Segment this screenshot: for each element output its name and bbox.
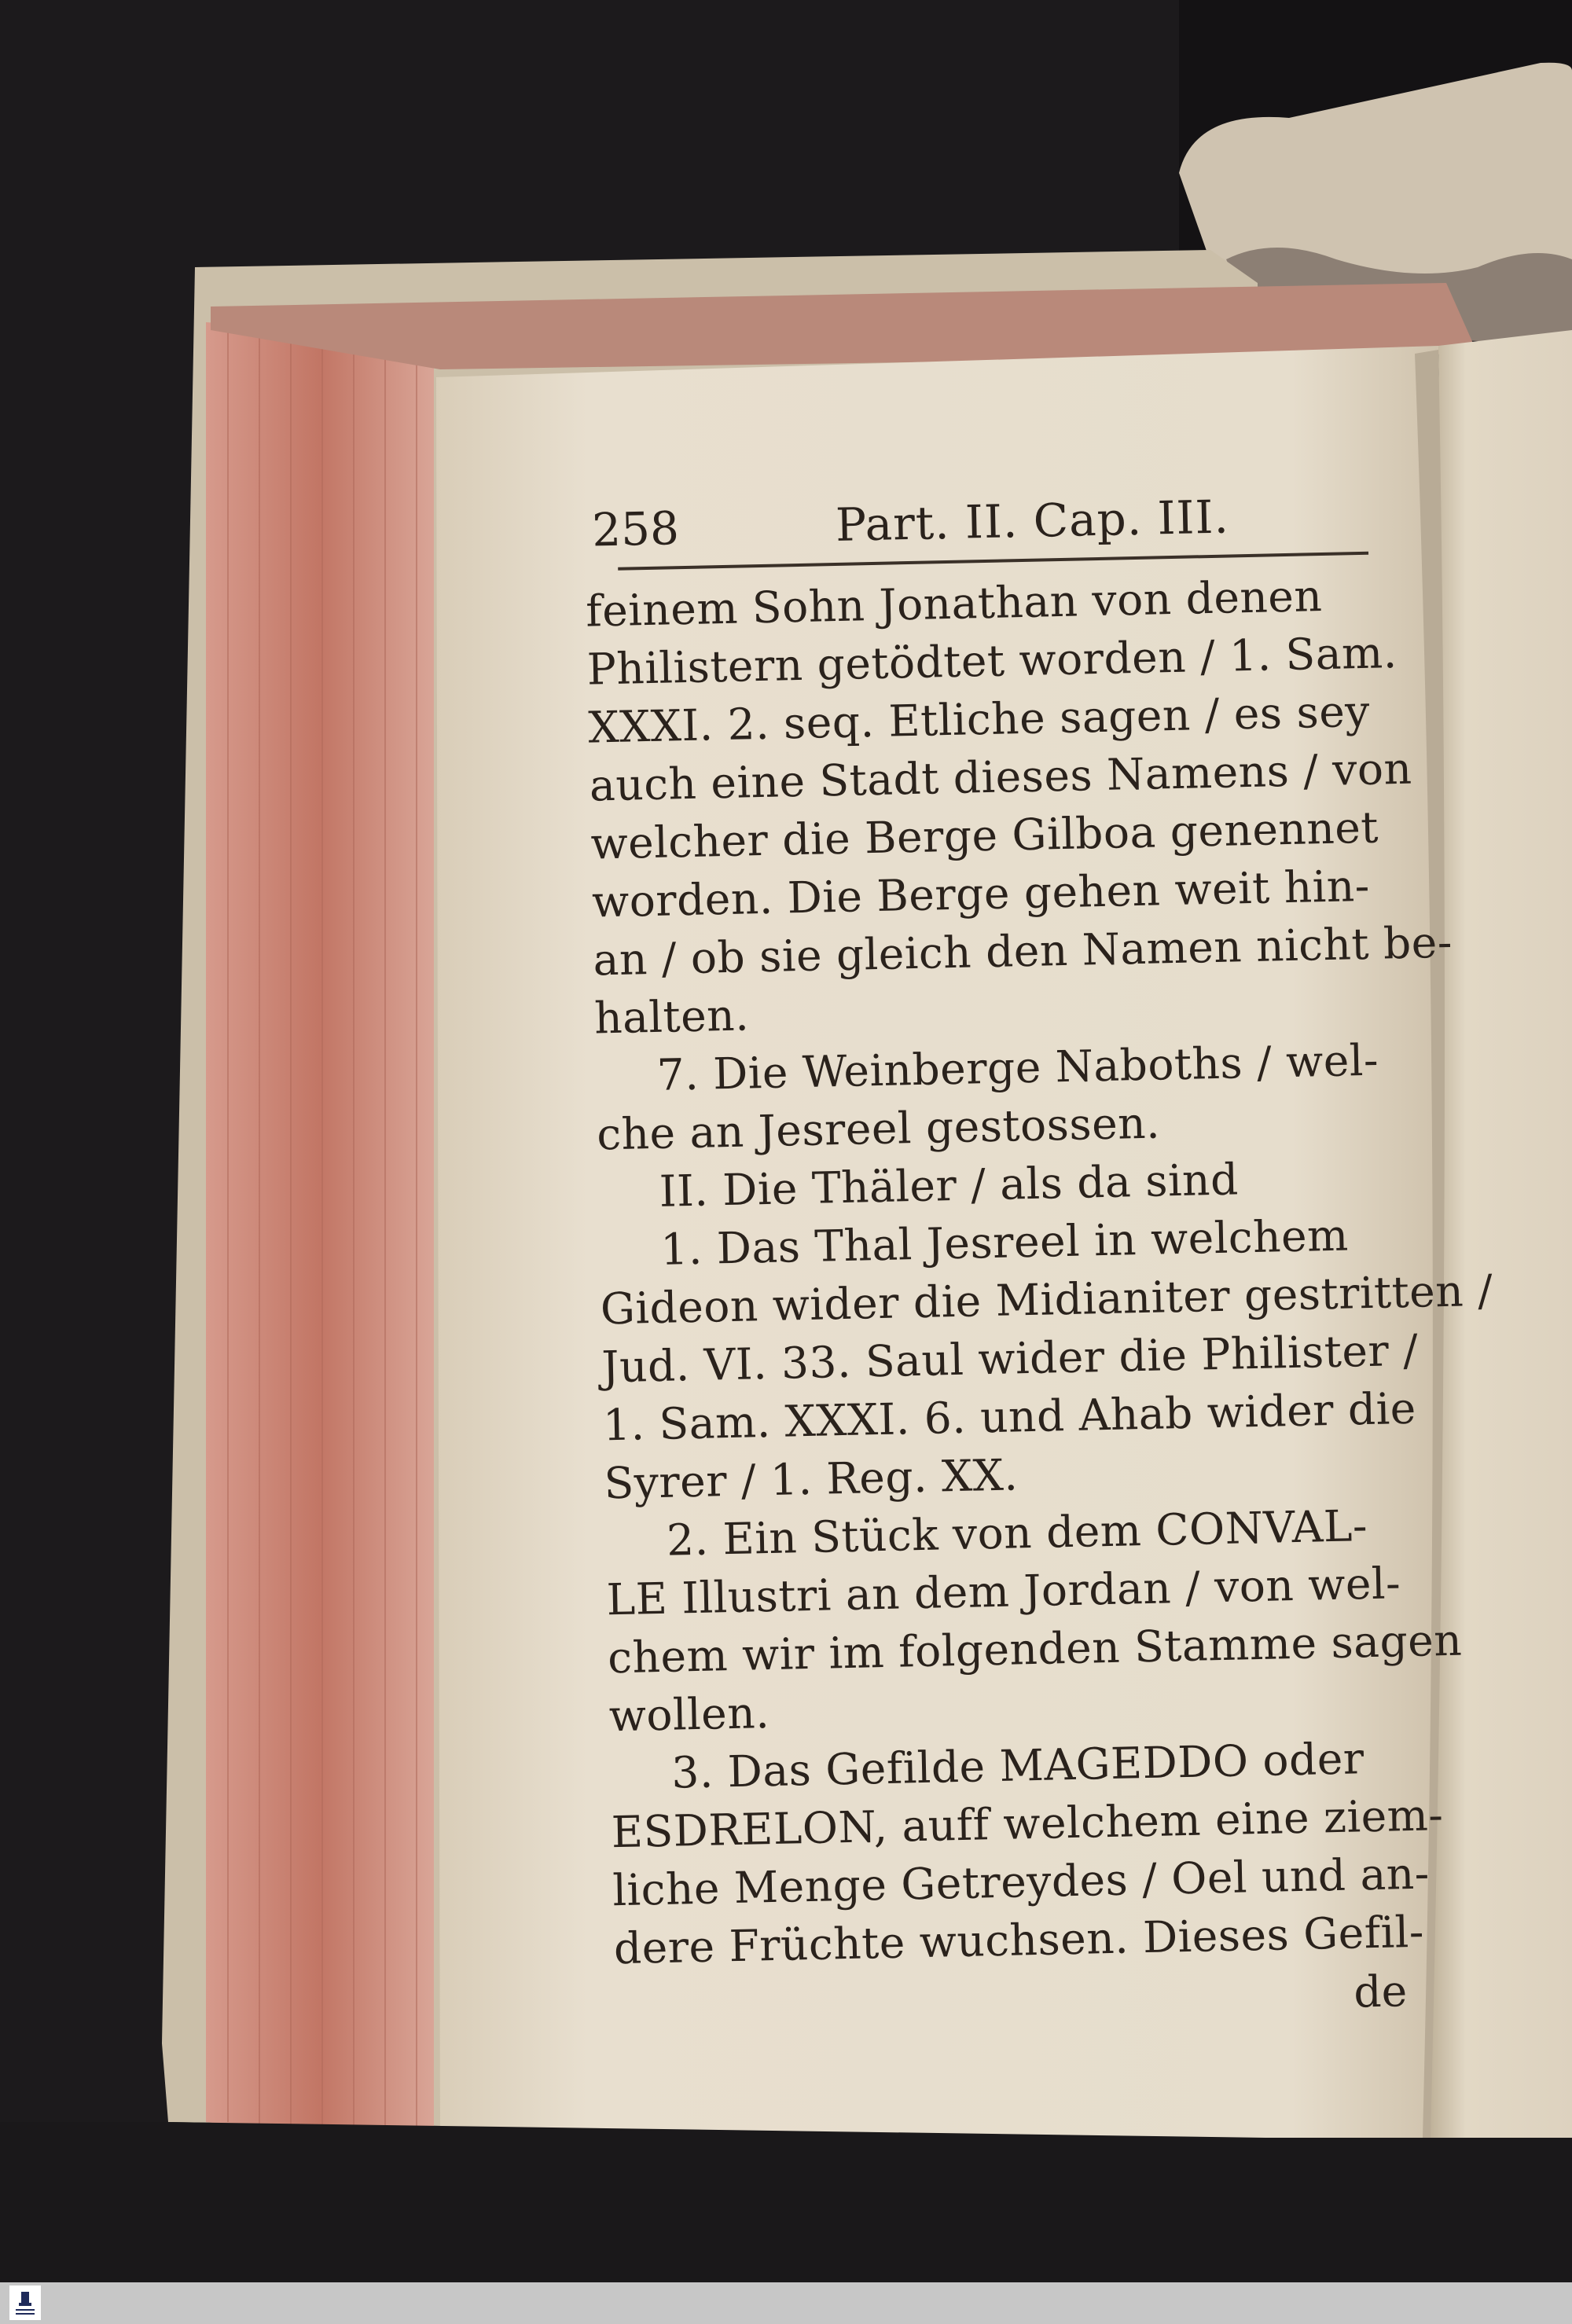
catchword: de xyxy=(1353,1966,1408,2017)
text-line: 1. Das Thal Jesreel in welchem xyxy=(659,1210,1350,1275)
viewer-footer-bar xyxy=(0,2282,1572,2324)
text-line: dere Früchte wuchsen. Dieses Gefil- xyxy=(613,1906,1425,1974)
text-line: 1. Sam. XXXI. 6. und Ahab wider die xyxy=(602,1382,1417,1451)
text-line: worden. Die Berge gehen weit hin- xyxy=(591,860,1371,927)
text-line: feinem Sohn Jonathan von denen xyxy=(585,571,1323,637)
text-line: 3. Das Gefilde MAGEDDO oder xyxy=(670,1733,1365,1798)
library-logo-icon xyxy=(9,2285,41,2320)
text-line: Syrer / 1. Reg. XX. xyxy=(603,1449,1019,1509)
text-line: wollen. xyxy=(608,1687,770,1742)
running-head: Part. II. Cap. III. xyxy=(835,490,1230,552)
text-line: an / ob sie gleich den Namen nicht be- xyxy=(592,916,1453,986)
text-line: Gideon wider die Midianiter gestritten / xyxy=(600,1265,1493,1335)
text-line: chem wir im folgenden Stamme sagen xyxy=(607,1614,1463,1683)
text-line: LE Illustri an dem Jordan / von wel- xyxy=(606,1558,1401,1625)
page-text xyxy=(583,472,1493,2017)
text-line: 2. Ein Stück von dem CONVAL- xyxy=(666,1500,1368,1566)
text-line: 7. Die Weinberge Naboths / wel- xyxy=(656,1034,1379,1100)
text-line: Jud. VI. 33. Saul wider die Philister / xyxy=(601,1324,1419,1393)
text-line: che an Jesreel gestossen. xyxy=(596,1097,1161,1160)
page-number: 258 xyxy=(591,501,680,557)
text-line: II. Die Thäler / als da sind xyxy=(659,1154,1240,1217)
text-line: ESDRELON, auff welchem eine ziem- xyxy=(611,1790,1444,1858)
text-line: XXXI. 2. seq. Etliche sagen / es sey xyxy=(587,685,1371,753)
text-line: halten. xyxy=(593,989,750,1044)
text-line: auch eine Stadt dieses Namens / von xyxy=(589,743,1413,811)
text-line: Philistern getödtet worden / 1. Sam. xyxy=(586,627,1398,695)
text-line: liche Menge Getreydes / Oel und an- xyxy=(612,1848,1431,1916)
text-line: welcher die Berge Gilboa genennet xyxy=(590,802,1379,869)
